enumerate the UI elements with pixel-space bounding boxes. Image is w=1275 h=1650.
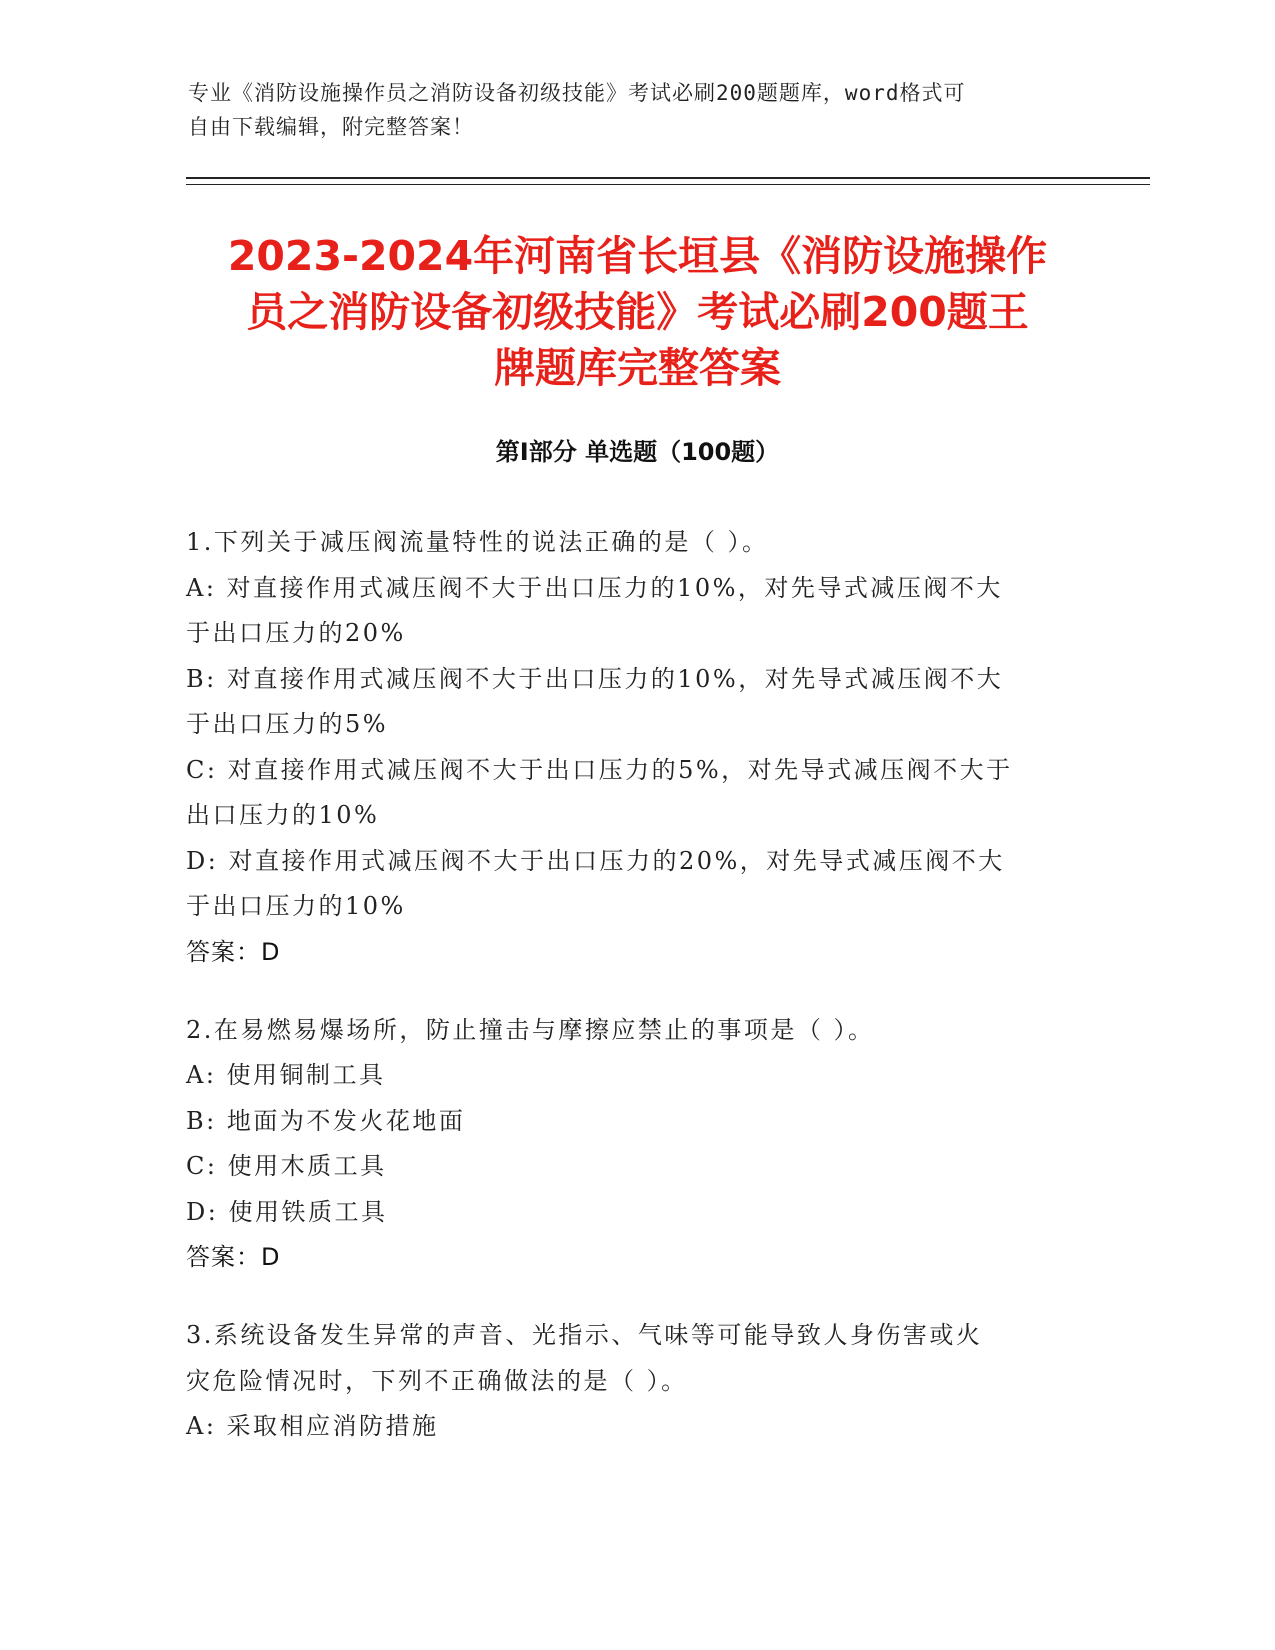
header-note (188, 76, 1088, 144)
question-1-stem: 1.下列关于减压阀流量特性的说法正确的是（ ）。 (186, 528, 769, 556)
question-1-option-a: A: 对直接作用式减压阀不大于出口压力的10%，对先导式减压阀不大 (186, 573, 1003, 602)
question-2-option-d: D: 使用铁质工具 (186, 1197, 388, 1226)
question-2 (186, 1008, 1086, 1281)
document-title (160, 228, 1115, 396)
question-3-option-a: A: 采取相应消防措施 (186, 1412, 439, 1440)
question-2-option-b: B: 地面为不发火花地面 (186, 1106, 466, 1135)
question-3-stem-cont: 灾危险情况时，下列不正确做法的是（ ）。 (186, 1366, 688, 1395)
question-2-stem: 2.在易燃易爆场所，防止撞击与摩擦应禁止的事项是（ ）。 (186, 1015, 875, 1044)
section-heading: 第Ⅰ部分 单选题（100题） (495, 438, 780, 466)
document-title-line-3: 牌题库完整答案 (494, 344, 781, 392)
question-1-answer: 答案：D (186, 937, 281, 966)
document-title-line-2: 员之消防设备初级技能》考试必刷200题王 (246, 288, 1029, 336)
question-list (186, 520, 1086, 1483)
document-title-line-1: 2023-2024年河南省长垣县《消防设施操作 (227, 232, 1048, 280)
question-3 (186, 1313, 1086, 1450)
question-1-option-c-cont: 出口压力的10% (186, 801, 380, 829)
question-2-option-c: C: 使用木质工具 (186, 1152, 387, 1180)
question-1-option-c: C: 对直接作用式减压阀不大于出口压力的5%，对先导式减压阀不大于 (186, 755, 1013, 784)
question-1-option-a-cont: 于出口压力的20% (186, 619, 406, 647)
header-divider-thin (186, 184, 1150, 185)
header-note-line-1: 专业《消防设施操作员之消防设备初级技能》考试必刷200题题库，word格式可 (188, 81, 966, 105)
header-divider-thick (186, 177, 1150, 179)
header-note-line-2: 自由下载编辑，附完整答案！ (188, 115, 474, 139)
question-1-option-d-cont: 于出口压力的10% (186, 892, 406, 920)
question-1-option-b: B: 对直接作用式减压阀不大于出口压力的10%，对先导式减压阀不大 (186, 664, 1004, 693)
question-2-option-a: A: 使用铜制工具 (186, 1061, 386, 1089)
question-2-answer: 答案：D (186, 1243, 281, 1271)
question-1-option-d: D: 对直接作用式减压阀不大于出口压力的20%，对先导式减压阀不大 (186, 846, 1005, 875)
question-3-stem: 3.系统设备发生异常的声音、光指示、气味等可能导致人身伤害或火 (186, 1321, 983, 1349)
question-1 (186, 520, 1086, 975)
question-1-option-b-cont: 于出口压力的5% (186, 710, 389, 738)
